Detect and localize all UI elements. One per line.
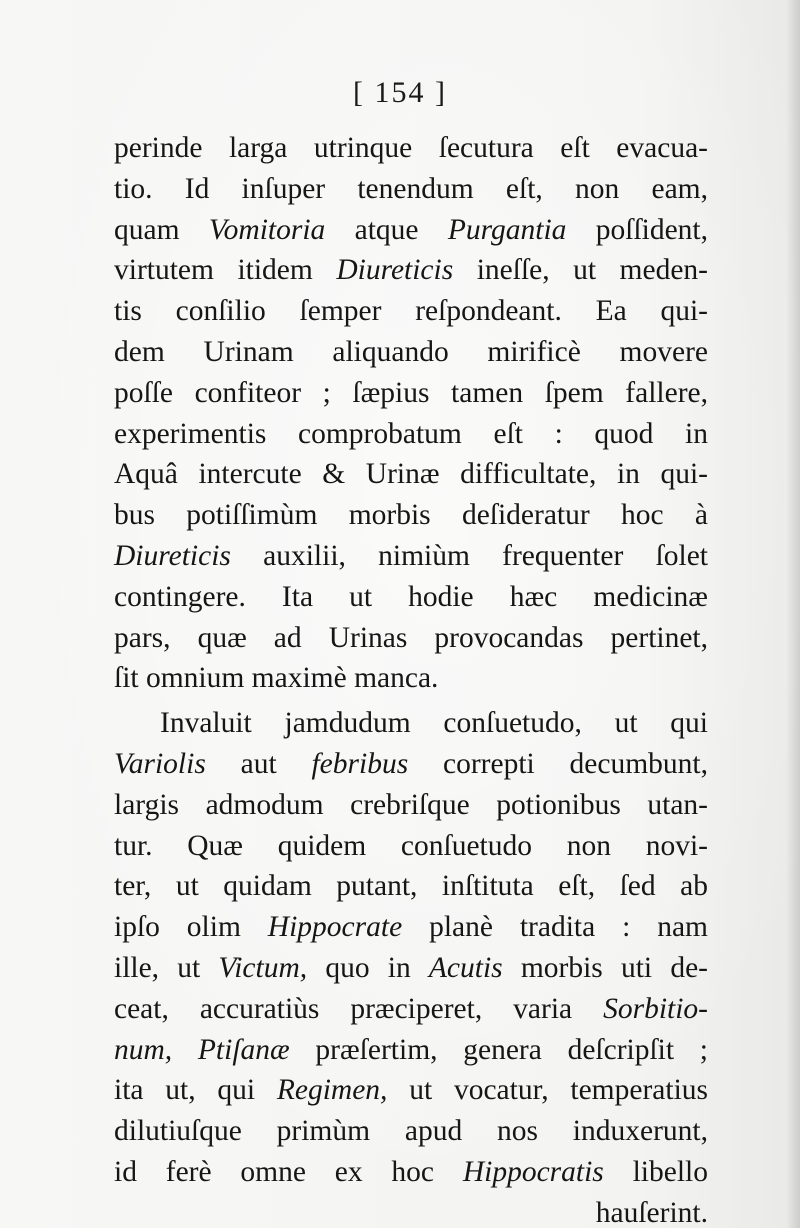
text-line xyxy=(114,1193,708,1228)
text-segment: poſſe confiteor ; ſæpius tamen ſpem fallere, xyxy=(114,376,708,409)
text-line xyxy=(114,210,708,251)
text-segment: ſit omnium maximè manca. xyxy=(114,662,439,695)
text-line xyxy=(114,1070,708,1111)
text-line xyxy=(114,618,708,659)
text-segment: ineſſe, ut meden- xyxy=(453,254,708,287)
text-segment: ipſo olim xyxy=(114,911,268,944)
italic-segment: Hippocratis xyxy=(462,1155,604,1188)
text-segment: experimentis comprobatum eſt : quod in xyxy=(114,417,708,450)
text-line xyxy=(114,169,708,210)
text-line xyxy=(114,826,708,867)
paragraph xyxy=(114,703,708,1228)
italic-segment: Hippocrate xyxy=(267,911,403,944)
text-line xyxy=(114,577,708,618)
text-segment: ille, ut xyxy=(114,951,219,984)
text-segment: quam xyxy=(114,213,209,246)
text-line xyxy=(114,1030,708,1071)
text-segment: morbis uti de- xyxy=(502,951,708,984)
text-segment: largis admodum crebriſque potionibus utan- xyxy=(114,788,708,821)
italic-segment: Regimen, xyxy=(276,1074,388,1107)
italic-segment: Diureticis xyxy=(114,539,231,572)
italic-segment: Variolis xyxy=(114,747,206,780)
text-line xyxy=(114,291,708,332)
italic-segment: Purgantia xyxy=(447,213,567,246)
text-line xyxy=(114,907,708,948)
page-edge-shadow xyxy=(786,0,800,1228)
italic-segment: Diureticis xyxy=(336,254,454,287)
body-text xyxy=(114,128,708,1228)
text-line xyxy=(114,866,708,907)
italic-segment: Sorbitio- xyxy=(603,992,708,1025)
text-segment: ita ut, qui xyxy=(114,1074,277,1107)
text-segment: ceat, accuratiùs præciperet, varia xyxy=(114,992,604,1025)
text-line xyxy=(114,744,708,785)
text-segment: quo in xyxy=(307,951,429,984)
text-segment: perinde larga utrinque ſecutura eſt evacua- xyxy=(114,132,708,164)
italic-segment: febribus xyxy=(311,747,409,780)
text-segment: Aquâ intercute & Urinæ difficultate, in qui- xyxy=(114,458,708,491)
text-line xyxy=(114,128,708,169)
paragraph xyxy=(114,128,708,699)
italic-segment: Victum, xyxy=(218,951,308,984)
text-line xyxy=(114,948,708,989)
text-segment: planè tradita : nam xyxy=(402,911,709,944)
text-line xyxy=(114,373,708,414)
text-segment: dem Urinam aliquando mirificè movere xyxy=(114,335,708,368)
text-segment: dilutiuſque primùm apud nos induxerunt, xyxy=(114,1115,708,1148)
text-segment: contingere. Ita ut hodie hæc medicinæ xyxy=(114,580,708,613)
text-segment: libello xyxy=(603,1155,708,1188)
text-line xyxy=(114,703,708,744)
text-segment: tur. Quæ quidem conſuetudo non novi- xyxy=(114,829,708,862)
text-line xyxy=(114,658,708,699)
text-segment: atque xyxy=(325,213,448,246)
text-line xyxy=(114,414,708,455)
text-line xyxy=(114,989,708,1030)
text-segment: poſſident, xyxy=(566,213,708,246)
italic-segment: Acutis xyxy=(428,951,503,984)
text-segment: auxilii, nimiùm frequenter ſolet xyxy=(230,539,708,572)
text-line xyxy=(114,536,708,577)
text-line xyxy=(114,332,708,373)
italic-segment: num, Ptiſanæ xyxy=(114,1033,290,1066)
text-segment: ter, ut quidam putant, inſtituta eſt, ſed ab xyxy=(114,870,708,903)
text-segment: tis conſilio ſemper reſpondeant. Ea qui- xyxy=(114,295,708,328)
text-segment: aut xyxy=(205,747,312,780)
text-segment: virtutem itidem xyxy=(114,254,337,287)
text-line xyxy=(114,785,708,826)
text-segment: tio. Id inſuper tenendum eſt, non eam, xyxy=(114,172,708,205)
text-line xyxy=(114,454,708,495)
text-segment: bus potiſſimùm morbis deſideratur hoc à xyxy=(114,499,708,532)
text-segment: pars, quæ ad Urinas provocandas pertinet, xyxy=(114,621,708,654)
text-segment: ut vocatur, temperatius xyxy=(387,1074,708,1107)
text-line xyxy=(114,250,708,291)
text-line xyxy=(114,1111,708,1152)
text-segment: id ferè omne ex hoc xyxy=(114,1155,463,1188)
text-segment: hauſerint. xyxy=(595,1196,708,1228)
text-line xyxy=(114,495,708,536)
page-number: [ 154 ] xyxy=(353,76,447,109)
text-segment: Invaluit jamdudum conſuetudo, ut qui xyxy=(160,707,708,740)
text-segment: præſertim, genera deſcripſit ; xyxy=(289,1033,708,1066)
text-line xyxy=(114,1152,708,1193)
italic-segment: Vomitoria xyxy=(208,213,326,246)
text-segment: correpti decumbunt, xyxy=(408,747,708,780)
